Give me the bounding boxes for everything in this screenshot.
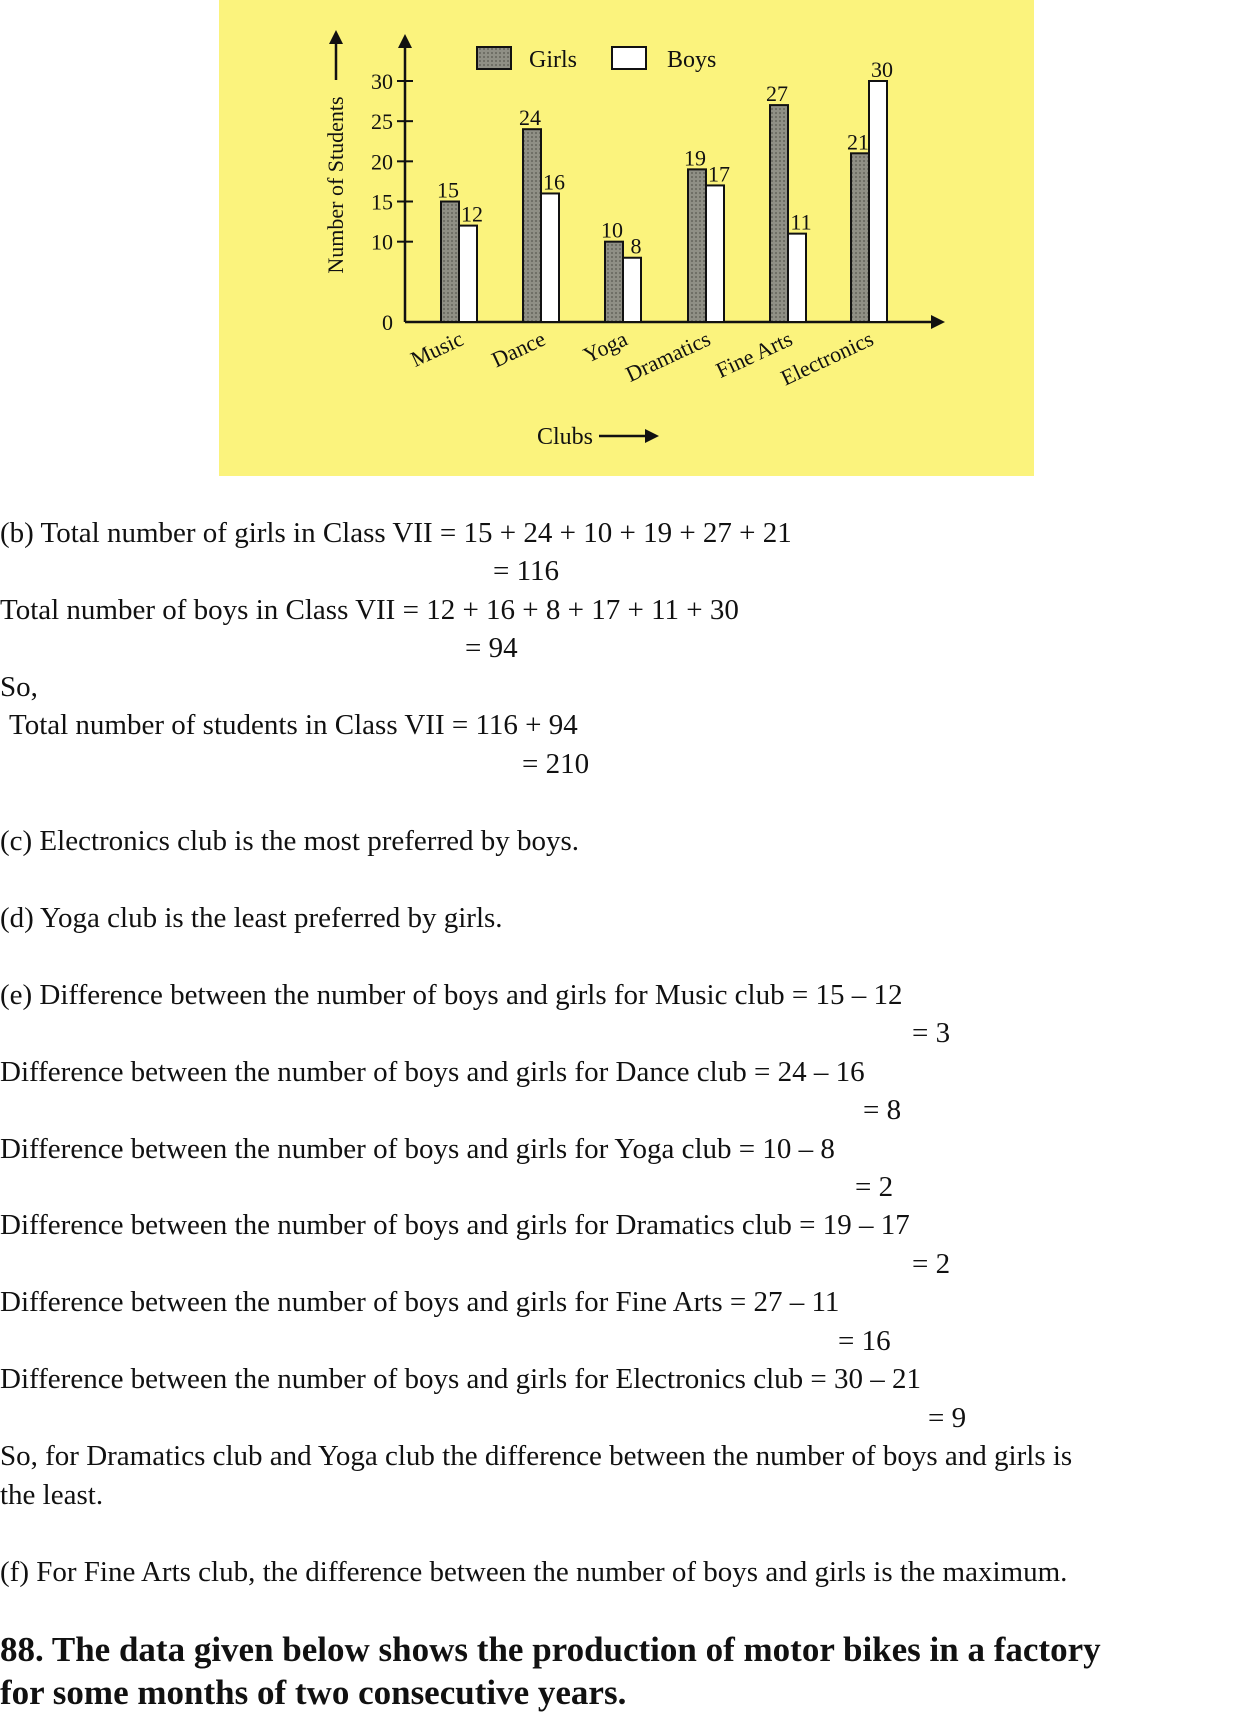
y-tick-label: 25: [371, 109, 393, 135]
dramatics-diff-line: Difference between the number of boys and girls for Dramatics club = 19 – 17: [0, 1209, 910, 1241]
y-tick-label: 20: [371, 149, 393, 175]
so-label: So,: [0, 671, 38, 703]
y-axis-arrow: [398, 34, 412, 48]
boys-bar: [459, 226, 477, 322]
yoga-diff-line: Difference between the number of boys and girls for Yoga club = 10 – 8: [0, 1133, 835, 1165]
y-tick-label: 10: [371, 229, 393, 255]
finearts-diff-line: Difference between the number of boys and girls for Fine Arts = 27 – 11: [0, 1286, 840, 1318]
electronics-diff-line: Difference between the number of boys and girls for Electronics club = 30 – 21: [0, 1363, 921, 1395]
girls-data-label: 19: [684, 145, 706, 171]
conclusion-line-2: the least.: [0, 1479, 104, 1511]
girls-bar: [688, 169, 706, 322]
legend-girls-label: Girls: [529, 47, 577, 73]
legend-girls-swatch: [477, 47, 511, 69]
students-total-result: = 210: [522, 748, 590, 780]
girls-total-line: (b) Total number of girls in Class VII = 15 + 24 + 10 + 19 + 27 + 21: [0, 517, 792, 549]
boys-data-label: 12: [461, 201, 483, 227]
girls-bar: [523, 129, 541, 322]
girls-bar: [851, 153, 869, 322]
x-tick-label: Fine Arts: [711, 325, 797, 383]
x-tick-label: Music: [406, 325, 468, 372]
boys-bar: [788, 234, 806, 322]
answer-c: (c) Electronics club is the most preferred by boys.: [0, 825, 580, 857]
x-tick-label: Electronics: [776, 325, 878, 391]
x-axis-arrow: [931, 315, 945, 329]
boys-data-label: 16: [543, 169, 565, 195]
girls-data-label: 10: [601, 217, 623, 243]
boys-data-label: 8: [630, 233, 642, 259]
boys-data-label: 30: [871, 57, 893, 82]
boys-bar: [869, 81, 887, 322]
boys-bar: [706, 185, 724, 322]
students-total-line: Total number of students in Class VII = 116 + 94: [9, 709, 578, 741]
dance-diff-result: = 8: [863, 1094, 902, 1126]
conclusion-line-1: So, for Dramatics club and Yoga club the difference between the number of boys and girls is: [0, 1440, 1073, 1472]
x-axis-label: Clubs: [536, 424, 593, 450]
y-tick-label: 15: [371, 189, 393, 215]
girls-data-label: 15: [437, 177, 459, 203]
girls-data-label: 21: [847, 129, 869, 155]
girls-data-label: 24: [519, 105, 541, 131]
girls-data-label: 27: [766, 81, 788, 107]
yoga-diff-result: = 2: [855, 1171, 894, 1203]
boys-data-label: 17: [708, 161, 730, 187]
question-88-line-1: 88. The data given below shows the production of motor bikes in a factory: [0, 1630, 1101, 1669]
y-tick-label: 30: [371, 69, 393, 94]
girls-bar: [605, 242, 623, 322]
bar-chart: [219, 0, 1034, 476]
x-tick-label: Dance: [487, 325, 550, 373]
girls-bar: [770, 105, 788, 322]
y-tick-label: 0: [382, 310, 393, 335]
electronics-diff-result: = 9: [928, 1402, 967, 1434]
music-diff-line: (e) Difference between the number of boys and girls for Music club = 15 – 12: [0, 979, 903, 1011]
boys-total-result: = 94: [465, 632, 518, 664]
boys-total-line: Total number of boys in Class VII = 12 + 16 + 8 + 17 + 11 + 30: [0, 594, 739, 626]
finearts-diff-result: = 16: [838, 1325, 891, 1357]
chart-panel: [219, 0, 1034, 476]
question-88-line-2: for some months of two consecutive years.: [0, 1673, 627, 1712]
legend-boys-swatch: [612, 47, 646, 69]
x-tick-label: Yoga: [579, 325, 632, 368]
music-diff-result: = 3: [912, 1017, 951, 1049]
girls-total-result: = 116: [493, 555, 560, 587]
y-axis-label-arrow-head: [329, 30, 343, 44]
answer-d: (d) Yoga club is the least preferred by girls.: [0, 902, 503, 934]
x-tick-label: Dramatics: [621, 325, 715, 387]
answer-f: (f) For Fine Arts club, the difference between the number of boys and girls is the maximum.: [0, 1556, 1068, 1588]
y-axis-label: Number of Students: [323, 96, 348, 274]
dramatics-diff-result: = 2: [912, 1248, 951, 1280]
boys-data-label: 11: [790, 209, 812, 235]
boys-bar: [541, 193, 559, 322]
legend-boys-label: Boys: [667, 47, 717, 73]
girls-bar: [441, 202, 459, 323]
boys-bar: [623, 258, 641, 322]
dance-diff-line: Difference between the number of boys and girls for Dance club = 24 – 16: [0, 1056, 865, 1088]
x-axis-label-arrow-head: [645, 429, 659, 443]
